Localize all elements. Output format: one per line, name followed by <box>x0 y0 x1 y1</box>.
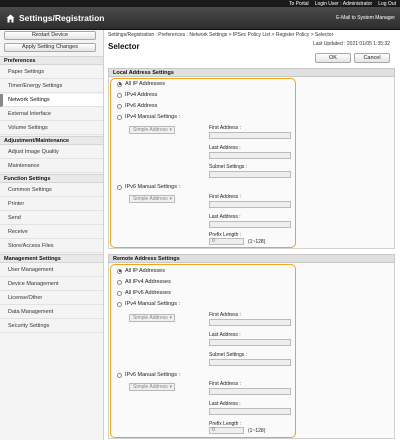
radio-button[interactable] <box>117 291 122 296</box>
sidebar-item-network-settings[interactable]: Network Settings <box>0 94 103 107</box>
sidebar-item-security-settings[interactable]: Security Settings <box>0 320 103 333</box>
local-radio-all-ip[interactable] <box>117 81 165 87</box>
remote-ipv6-last-address-label: Last Address : <box>209 401 241 407</box>
local-prefix-range: (1~128) <box>248 239 266 245</box>
chevron-down-icon: ▾ <box>169 315 172 321</box>
radio-button[interactable] <box>117 185 122 190</box>
local-ipv4-first-address-input[interactable] <box>209 132 291 139</box>
local-prefix-length-input[interactable]: 0 <box>209 238 244 245</box>
radio-button[interactable] <box>117 93 122 98</box>
radio-label: IPv6 Manual Settings : <box>125 372 181 378</box>
local-ipv6-first-address-label: First Address : <box>209 194 241 200</box>
radio-button[interactable] <box>117 373 122 378</box>
breadcrumb: Settings/Registration : Preferences : Network Settings > IPSec Policy List > Register Policy > Selector <box>108 32 334 38</box>
restart-device-button[interactable]: Restart Device <box>4 31 96 40</box>
local-radio-ipv6[interactable] <box>117 103 157 109</box>
local-ipv4-subnet-input[interactable] <box>209 171 291 178</box>
sidebar <box>0 30 104 440</box>
sidebar-item-send[interactable]: Send <box>0 212 103 225</box>
radio-button-selected[interactable] <box>117 82 122 87</box>
radio-label: All IP Addresses <box>125 268 165 274</box>
section-adjustment-maintenance: Adjustment/Maintenance <box>0 136 103 145</box>
local-ipv6-last-address-label: Last Address : <box>209 214 241 220</box>
sidebar-item-license-other[interactable]: License/Other <box>0 292 103 305</box>
last-updated-text: Last Updated : 2021 01/05 1:35:32 <box>312 41 390 47</box>
local-ipv6-address-type-select[interactable] <box>129 195 175 203</box>
sidebar-item-device-management[interactable]: Device Management <box>0 278 103 291</box>
local-prefix-length-label: Prefix Length : <box>209 232 242 238</box>
cancel-button[interactable]: Cancel <box>354 53 390 63</box>
radio-label: IPv4 Address <box>125 92 158 98</box>
radio-label: IPv6 Manual Settings : <box>125 184 181 190</box>
sidebar-item-data-management[interactable]: Data Management <box>0 306 103 319</box>
local-ipv4-subnet-label: Subnet Settings : <box>209 164 248 170</box>
local-radio-ipv4-manual[interactable] <box>117 114 180 120</box>
radio-label: IPv4 Manual Settings : <box>125 114 181 120</box>
remote-ipv4-subnet-input[interactable] <box>209 359 291 366</box>
remote-radio-all-ip[interactable] <box>117 268 165 274</box>
select-value: Simple Address <box>133 315 168 321</box>
radio-button[interactable] <box>117 280 122 285</box>
apply-setting-changes-button[interactable]: Apply Setting Changes <box>4 43 96 52</box>
radio-button[interactable] <box>117 302 122 307</box>
select-value: Simple Address <box>133 127 168 133</box>
select-value: Simple Address <box>133 196 168 202</box>
radio-label: All IPv6 Addresses <box>125 290 171 296</box>
sidebar-item-common-settings[interactable]: Common Settings <box>0 184 103 197</box>
remote-radio-ipv6-manual[interactable] <box>117 372 180 378</box>
to-portal-link[interactable]: To Portal <box>288 0 309 7</box>
remote-ipv4-last-address-label: Last Address : <box>209 332 241 338</box>
sidebar-item-adjust-image-quality[interactable]: Adjust Image Quality <box>0 146 103 159</box>
remote-radio-ipv4-manual[interactable] <box>117 301 180 307</box>
local-ipv4-last-address-label: Last Address : <box>209 145 241 151</box>
remote-radio-all-ipv6[interactable] <box>117 290 171 296</box>
top-bar <box>0 0 400 7</box>
radio-label: IPv4 Manual Settings : <box>125 301 181 307</box>
app-title <box>6 13 104 23</box>
sidebar-item-paper-settings[interactable]: Paper Settings <box>0 66 103 79</box>
radio-button[interactable] <box>117 115 122 120</box>
sidebar-item-user-management[interactable]: User Management <box>0 264 103 277</box>
remote-radio-all-ipv4[interactable] <box>117 279 171 285</box>
radio-label: All IPv4 Addresses <box>125 279 171 285</box>
local-radio-ipv6-manual[interactable] <box>117 184 180 190</box>
remote-prefix-length-label: Prefix Length : <box>209 421 242 427</box>
chevron-down-icon: ▾ <box>169 196 172 202</box>
local-ipv4-last-address-input[interactable] <box>209 152 291 159</box>
remote-ipv6-first-address-input[interactable] <box>209 388 291 395</box>
logout-link[interactable]: Log Out <box>378 0 396 7</box>
radio-label: All IP Addresses <box>125 81 165 87</box>
sidebar-item-external-interface[interactable]: External Interface <box>0 108 103 121</box>
title-bar <box>0 7 400 30</box>
login-user-label: Login User : Administrator <box>314 0 373 7</box>
remote-ipv6-address-type-select[interactable] <box>129 383 175 391</box>
remote-ipv6-first-address-label: First Address : <box>209 381 241 387</box>
local-radio-ipv4[interactable] <box>117 92 157 98</box>
sidebar-item-receive[interactable]: Receive <box>0 226 103 239</box>
main-content <box>105 30 400 440</box>
local-ipv4-first-address-label: First Address : <box>209 125 241 131</box>
ok-button[interactable]: OK <box>315 53 351 63</box>
section-function-settings: Function Settings <box>0 174 103 183</box>
local-ipv4-address-type-select[interactable] <box>129 126 175 134</box>
remote-ipv6-last-address-input[interactable] <box>209 408 291 415</box>
chevron-down-icon: ▾ <box>169 384 172 390</box>
app-title-text: Settings/Registration <box>19 13 105 23</box>
local-address-settings-header: Local Address Settings <box>108 68 395 77</box>
remote-ipv4-last-address-input[interactable] <box>209 339 291 346</box>
radio-button-selected[interactable] <box>117 269 122 274</box>
section-preferences: Preferences <box>0 56 103 65</box>
local-ipv6-last-address-input[interactable] <box>209 221 291 228</box>
remote-address-settings-header: Remote Address Settings <box>108 254 395 263</box>
remote-ipv4-address-type-select[interactable] <box>129 314 175 322</box>
remote-prefix-length-input[interactable]: 0 <box>209 427 244 434</box>
local-ipv6-first-address-input[interactable] <box>209 201 291 208</box>
page-title: Selector <box>108 42 140 51</box>
sidebar-item-store-access-files[interactable]: Store/Access Files <box>0 240 103 253</box>
sidebar-item-printer[interactable]: Printer <box>0 198 103 211</box>
radio-button[interactable] <box>117 104 122 109</box>
remote-ipv4-first-address-input[interactable] <box>209 319 291 326</box>
remote-prefix-range: (1~128) <box>248 428 266 434</box>
section-management-settings: Management Settings <box>0 254 103 263</box>
radio-label: IPv6 Address <box>125 103 158 109</box>
remote-ipv4-first-address-label: First Address : <box>209 312 241 318</box>
remote-ipv4-subnet-label: Subnet Settings : <box>209 352 248 358</box>
chevron-down-icon: ▾ <box>169 127 172 133</box>
settings-home-icon <box>6 14 15 23</box>
sidebar-item-maintenance[interactable]: Maintenance <box>0 160 103 173</box>
sidebar-item-volume-settings[interactable]: Volume Settings <box>0 122 103 135</box>
select-value: Simple Address <box>133 384 168 390</box>
email-system-manager-link[interactable]: E-Mail to System Manager <box>336 15 395 21</box>
sidebar-item-timer-energy[interactable]: Timer/Energy Settings <box>0 80 103 93</box>
